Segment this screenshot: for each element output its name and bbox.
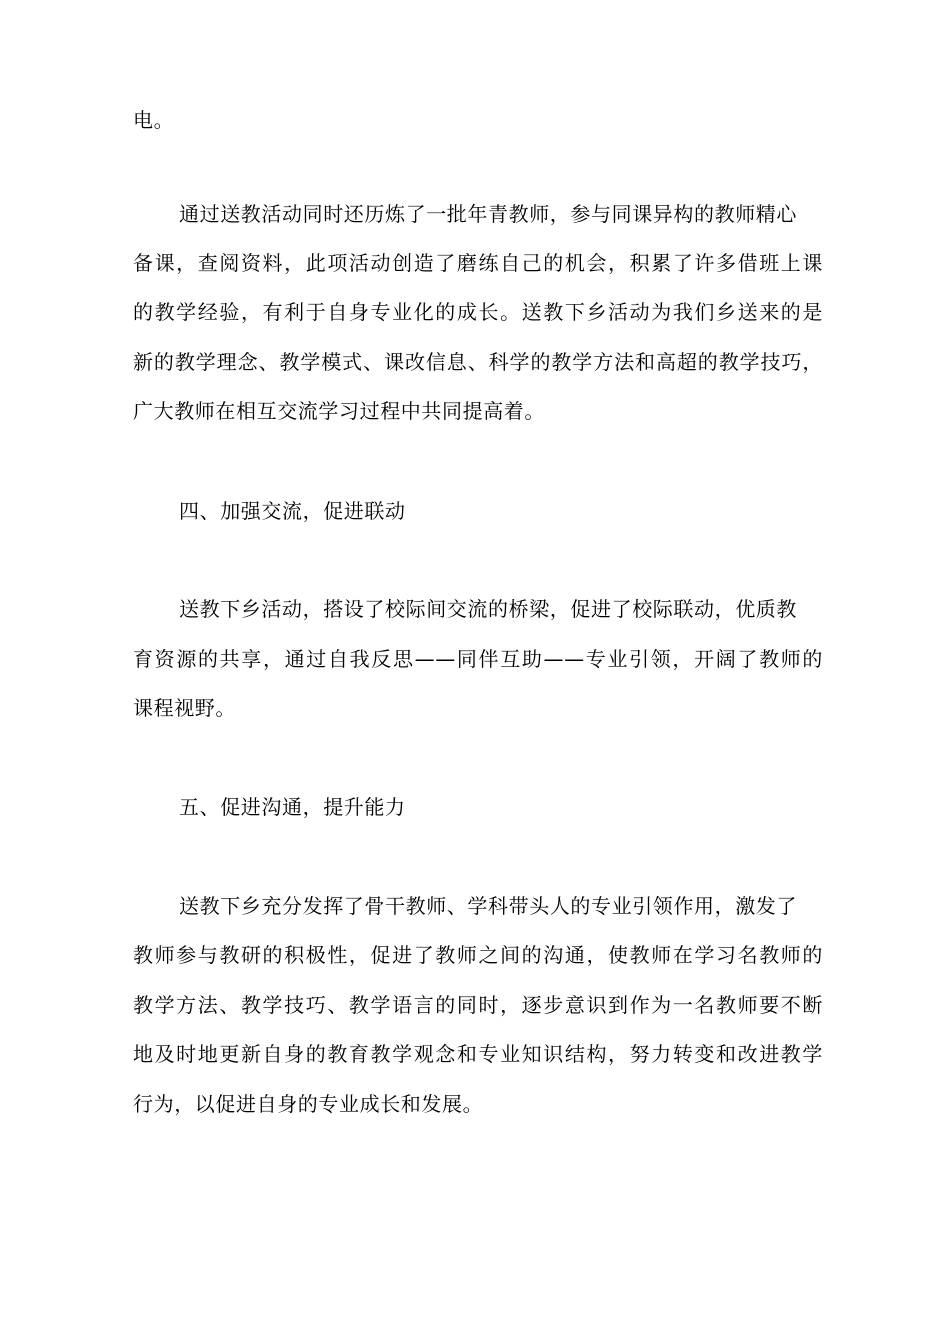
paragraph-line: 送教下乡充分发挥了骨干教师、学科带头人的专业引领作用，激发了 (179, 894, 797, 918)
paragraph-line: 教学方法、教学技巧、教学语言的同时，逐步意识到作为一名教师要不断 (133, 993, 823, 1017)
paragraph-line: 行为，以促进自身的专业成长和发展。 (133, 1092, 484, 1116)
paragraph-line: 地及时地更新自身的教育教学观念和专业知识结构，努力转变和改进教学 (133, 1042, 823, 1066)
section-heading: 五、促进沟通，提升能力 (179, 795, 406, 819)
paragraph-line: 教师参与教研的积极性，促进了教师之间的沟通，使教师在学习名教师的 (133, 943, 823, 967)
paragraph-line: 广大教师在相互交流学习过程中共同提高着。 (133, 399, 545, 423)
paragraph-line: 电。 (133, 108, 175, 132)
paragraph-line: 备课，查阅资料，此项活动创造了磨练自己的机会，积累了许多借班上课 (133, 251, 823, 275)
paragraph-line: 的教学经验，有利于自身专业化的成长。送教下乡活动为我们乡送来的是 (133, 300, 823, 324)
paragraph-line: 育资源的共享，通过自我反思——同伴互助——专业引领，开阔了教师的 (133, 647, 823, 671)
paragraph-line: 通过送教活动同时还历炼了一批年青教师，参与同课异构的教师精心 (179, 202, 797, 226)
section-heading: 四、加强交流，促进联动 (179, 499, 406, 523)
paragraph-line: 课程视野。 (133, 696, 236, 720)
paragraph-line: 新的教学理念、教学模式、课改信息、科学的教学方法和高超的教学技巧， (133, 350, 823, 374)
paragraph-line: 送教下乡活动，搭设了校际间交流的桥梁，促进了校际联动，优质教 (179, 597, 797, 621)
